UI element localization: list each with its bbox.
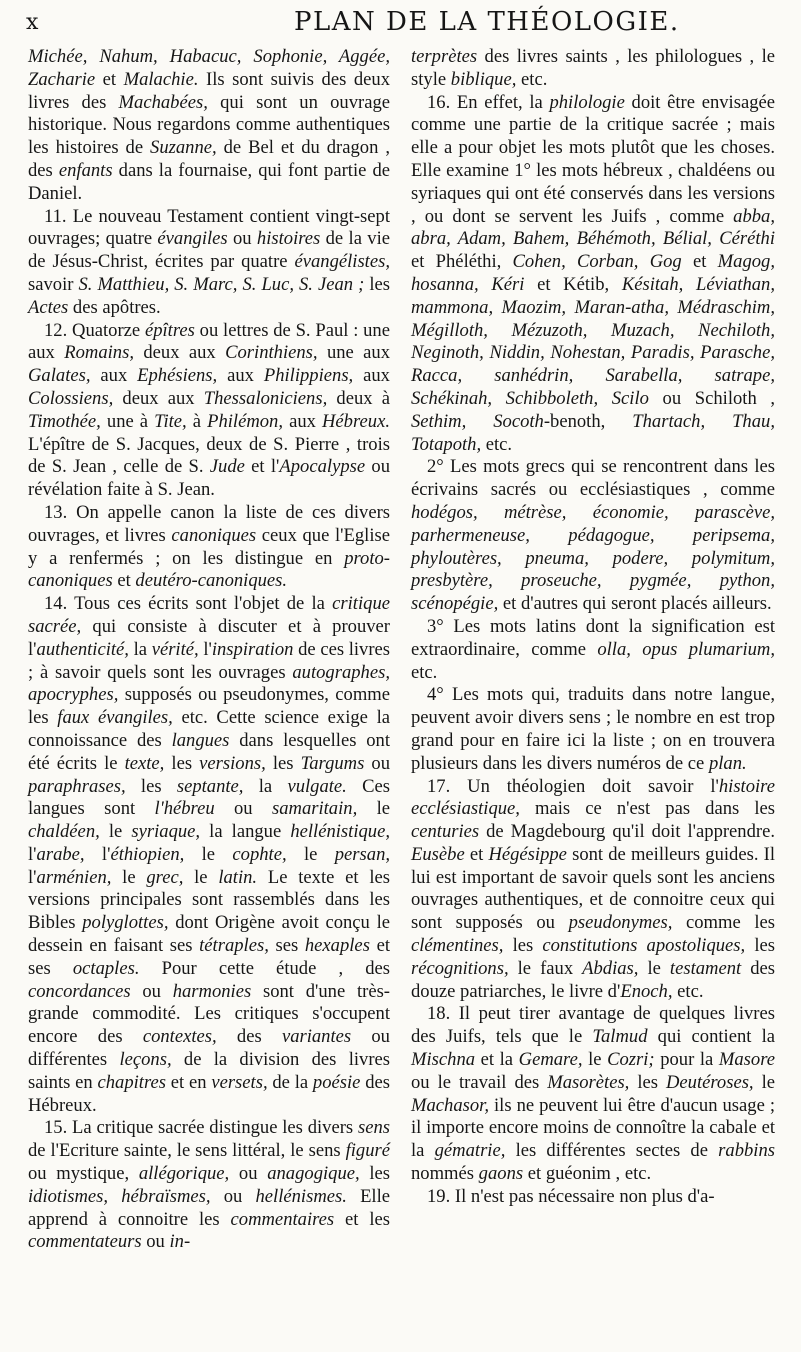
- text-run: ou mystique,: [28, 1163, 139, 1185]
- text-run: les: [364, 273, 390, 295]
- text-run: mais ce n'est pas dans les: [519, 798, 775, 820]
- text-run: qui consiste à discuter et à prouver l': [28, 615, 390, 660]
- italic-term: terprètes: [411, 46, 478, 67]
- italic-term: Timothée,: [28, 410, 101, 432]
- right-column: [411, 46, 775, 1209]
- italic-term: chapitres: [97, 1071, 166, 1093]
- italic-term: commentaires: [230, 1208, 335, 1230]
- italic-term: Gemare,: [518, 1049, 583, 1071]
- paragraph: [28, 320, 390, 502]
- text-run: et Kétib,: [524, 273, 622, 295]
- text-run: Elle apprend à connoitre les: [28, 1185, 391, 1230]
- text-run: et Phéléthi,: [411, 251, 513, 273]
- italic-term: éthiopien,: [110, 843, 185, 865]
- text-run: de la division des livres saints en: [28, 1049, 391, 1093]
- text-run: des livres saints , les philologues , le style: [411, 46, 775, 90]
- text-run: les: [265, 752, 301, 774]
- text-run: deux à: [327, 387, 390, 409]
- text-run: ou: [229, 1163, 268, 1185]
- text-run: etc.: [672, 980, 704, 1002]
- paragraph: [411, 776, 775, 1004]
- italic-term: langues: [171, 729, 230, 751]
- italic-term: cophte,: [232, 843, 287, 865]
- text-run: ou: [364, 752, 390, 774]
- text-run: Ces langues sont: [28, 775, 390, 820]
- italic-term: vulgate.: [287, 775, 347, 797]
- italic-term: centuries: [411, 821, 480, 843]
- text-run: et: [681, 251, 718, 273]
- italic-term: Talmud: [592, 1026, 648, 1048]
- italic-term: Malachie.: [123, 68, 199, 90]
- text-run: ou: [214, 798, 272, 820]
- italic-term: Thessaloniciens,: [203, 387, 328, 409]
- italic-term: Michée, Nahum, Habacuc, Sophonie, Aggée, Zacharie: [28, 46, 390, 90]
- text-run: des douze patriarches, le livre d': [411, 957, 775, 1002]
- text-run: 13. On appelle canon la liste de ces divers ouvrages, et livres: [28, 501, 390, 546]
- italic-term: persan,: [334, 843, 391, 865]
- italic-term: Mischna: [411, 1049, 476, 1071]
- paragraph: [28, 593, 390, 1117]
- italic-term: Abdias,: [582, 957, 639, 979]
- text-run: les: [745, 935, 775, 957]
- text-run: ou différentes: [28, 1026, 390, 1071]
- text-run: le: [183, 866, 219, 888]
- text-run: de la: [267, 1071, 313, 1093]
- italic-term: texte,: [124, 752, 165, 774]
- italic-term: épîtres: [144, 319, 195, 341]
- italic-term: constitutions apostoliques,: [542, 935, 746, 957]
- text-run: de Bel et du dragon , des: [28, 137, 390, 181]
- text-run: 16. En effet, la: [427, 91, 550, 113]
- italic-term: Romains,: [64, 342, 134, 364]
- italic-term: Philémon,: [207, 410, 284, 432]
- italic-term: Jude: [209, 456, 245, 478]
- text-run: L'épître de S. Jacques, deux de S. Pierre , trois de S. Jean , celle de S.: [28, 433, 390, 478]
- italic-term: tétraples,: [199, 935, 269, 957]
- italic-term: leçons,: [119, 1049, 172, 1071]
- italic-term: idiotismes, hébraïsmes,: [28, 1185, 211, 1207]
- text-run: le: [638, 957, 670, 979]
- italic-term: Ephésiens,: [137, 365, 218, 387]
- italic-term: harmonies: [172, 980, 252, 1002]
- page-header: [26, 4, 786, 42]
- text-run: savoir: [28, 273, 79, 295]
- text-run: ou le travail des: [411, 1071, 548, 1093]
- italic-term: concordances: [28, 980, 131, 1002]
- italic-term: Colossiens,: [28, 387, 114, 409]
- text-run: et ses: [28, 935, 390, 979]
- italic-term: hellénismes.: [255, 1185, 347, 1207]
- text-run: et en: [165, 1071, 212, 1093]
- text-run: la: [128, 638, 152, 660]
- text-run: ils ne peuvent lui être d'aucun usage ; il importe encore moins de connoître la cabale et la: [411, 1094, 775, 1162]
- italic-term: grec,: [146, 866, 184, 888]
- italic-term: autographes, apocryphes,: [28, 661, 390, 706]
- italic-term: Masore: [718, 1049, 775, 1071]
- italic-term: S. Matthieu, S. Marc, S. Luc, S. Jean ;: [78, 273, 365, 295]
- italic-term: arabe,: [36, 843, 85, 865]
- italic-term: sens: [357, 1117, 390, 1139]
- text-run: les différentes sectes de: [505, 1140, 719, 1162]
- text-run: et guéonim , etc.: [523, 1163, 652, 1185]
- text-run: et les: [334, 1208, 390, 1230]
- italic-term: Tite,: [154, 410, 187, 432]
- italic-term: histoire ecclésiastique,: [411, 775, 775, 820]
- paragraph: [411, 1186, 775, 1209]
- italic-term: pseudonymes,: [568, 912, 673, 934]
- paragraph: [28, 206, 390, 320]
- italic-term: samaritain,: [271, 798, 358, 820]
- italic-term: rabbins: [718, 1140, 775, 1162]
- text-run: ses: [268, 935, 305, 957]
- italic-term: commentateurs: [28, 1231, 142, 1253]
- text-run: des apôtres.: [68, 296, 161, 318]
- text-run: doit être envisagée comme une partie de la critique sacrée ; mais elle a pour objet les mots plutôt que les choses. Elle examine 1° les mots hébreux , chaldéens ou syriaques qui ont été conservés dans les versions , ou dont se servent les Juifs , comme: [411, 91, 775, 227]
- text-run: et: [95, 68, 124, 90]
- italic-term: versions,: [199, 752, 266, 774]
- text-run: une à: [100, 410, 155, 432]
- text-run: ou: [141, 1231, 170, 1253]
- text-run: ceux que l'Eglise y a renfermés ; on les distingue en: [28, 524, 390, 569]
- italic-term: figuré: [345, 1140, 390, 1162]
- italic-term: gématrie,: [434, 1140, 506, 1162]
- text-run: comme les: [672, 912, 776, 934]
- text-run: de Magdebourg qu'il doit l'apprendre.: [479, 821, 775, 843]
- italic-term: allégorique,: [138, 1163, 230, 1185]
- text-run: 15. La critique sacrée distingue les divers: [44, 1117, 358, 1139]
- text-run: de la vie de Jésus-Christ, écrites par quatre: [28, 228, 390, 273]
- italic-term: philologie: [549, 91, 625, 113]
- italic-term: biblique,: [450, 68, 517, 90]
- text-run: aux: [90, 365, 138, 387]
- italic-term: enfants: [58, 159, 113, 181]
- text-run: l': [28, 843, 37, 865]
- text-run: le: [184, 843, 233, 865]
- text-run: la: [243, 775, 288, 797]
- text-run: ou: [227, 228, 257, 250]
- italic-term: testament: [669, 957, 742, 979]
- italic-term: polyglottes,: [82, 912, 169, 934]
- paragraph: [28, 1117, 390, 1254]
- italic-term: in-: [169, 1231, 191, 1253]
- italic-term: Cohen, Corban, Gog: [512, 251, 682, 273]
- text-run: -benoth,: [543, 410, 633, 432]
- italic-term: Actes: [28, 296, 69, 318]
- text-run: ou révélation faite à S. Jean.: [28, 456, 390, 501]
- italic-term: Cozri;: [607, 1049, 655, 1071]
- italic-term: Késitah, Léviathan, mammona, Maozim, Maran-atha, Médraschim, Mégilloth, Mézuzoth, Muzach, Nechiloth, Neginoth, Niddin, Nohestan, Paradis, Parasche, Racca, sanhédrin, Sarabella, satrape, Schékinah, Schibboleth, Scilo: [411, 273, 775, 409]
- italic-term: Suzanne,: [150, 137, 217, 159]
- italic-term: poésie: [312, 1071, 361, 1093]
- text-run: 4° Les mots qui, traduits dans notre langue, peuvent avoir divers sens ; le nombre en est trop grand pour en faire ici la liste ; on en trouvera plusieurs dans les divers numéros de ce: [411, 684, 775, 774]
- italic-term: arménien,: [36, 866, 112, 888]
- paragraph: [411, 456, 775, 616]
- text-run: le: [111, 866, 147, 888]
- italic-term: Machasor,: [411, 1094, 489, 1116]
- text-run: supposés ou pseudonymes, comme les: [28, 684, 390, 729]
- text-run: 12. Quatorze: [44, 319, 145, 341]
- italic-term: Masorètes,: [547, 1071, 630, 1093]
- text-run: les: [359, 1163, 391, 1185]
- page-folio: x: [26, 10, 40, 35]
- italic-term: hodégos, métrèse, économie, parascève, parhermeneuse, pédagogue, peripsema, phyloutères, pneuma, podere, polymitum, presbytère, proseuche, pygmée, python, scénopégie,: [411, 501, 775, 615]
- text-run: sont d'une très-grande commodité. Les critiques s'occupent encore des: [28, 980, 390, 1048]
- text-run: le: [357, 798, 391, 820]
- paragraph: [411, 616, 775, 684]
- paragraph: [411, 1003, 775, 1185]
- text-run: etc.: [516, 68, 548, 90]
- italic-term: évangiles: [157, 228, 228, 250]
- text-run: les: [629, 1071, 666, 1093]
- text-run: 2° Les mots grecs qui se rencontrent dans les écrivains sacrés ou ecclésiastiques , comme: [411, 456, 775, 501]
- text-run: deux aux: [133, 342, 226, 364]
- text-run: les: [125, 775, 177, 797]
- text-run: 14. Tous ces écrits sont l'objet de la: [44, 593, 333, 615]
- italic-term: Hébreux.: [322, 410, 390, 432]
- text-run: 17. Un théologien doit savoir l': [427, 775, 719, 797]
- italic-term: récognitions,: [411, 957, 509, 979]
- text-run: des Hébreux.: [28, 1071, 391, 1116]
- italic-term: olla, opus plumarium,: [597, 638, 775, 660]
- italic-term: Apocalypse: [279, 456, 366, 478]
- text-run: etc. Cette science exige la connoissance des: [28, 707, 390, 751]
- text-run: et la: [475, 1049, 519, 1071]
- italic-term: évangélistes,: [294, 251, 390, 273]
- italic-term: septante,: [176, 775, 244, 797]
- text-run: l': [198, 638, 212, 660]
- italic-term: paraphrases,: [28, 775, 126, 797]
- text-run: le: [286, 843, 335, 865]
- text-run: nommés: [411, 1163, 479, 1185]
- text-run: ou: [130, 980, 173, 1002]
- italic-term: Corinthiens,: [225, 342, 318, 364]
- italic-term: syriaque,: [131, 821, 201, 843]
- running-title: PLAN DE LA THÉOLOGIE.: [294, 7, 680, 37]
- text-run: dans lesquelles ont été écrits le: [28, 729, 391, 774]
- italic-term: authenticité,: [36, 638, 129, 660]
- italic-term: hexaples: [304, 935, 370, 957]
- text-run: et: [464, 843, 489, 865]
- text-run: et: [112, 570, 136, 592]
- text-run: aux: [283, 410, 322, 432]
- italic-term: clémentines,: [411, 935, 504, 957]
- italic-term: contextes,: [142, 1026, 217, 1048]
- italic-term: Machabées,: [118, 91, 208, 113]
- text-run: le: [99, 821, 132, 843]
- text-run: dont Origène avoit conçu le dessein en faisant ses: [28, 912, 390, 957]
- text-run: le: [582, 1049, 608, 1071]
- text-run: ou lettres de S. Paul : une aux: [28, 319, 390, 364]
- text-run: dans la fournaise, qui font partie de Daniel.: [28, 159, 390, 204]
- italic-term: faux évangiles,: [57, 707, 173, 729]
- text-run: des: [216, 1026, 282, 1048]
- text-run: les: [503, 935, 543, 957]
- text-run: deux aux: [113, 387, 204, 409]
- text-run: sont de meilleurs guides. Il lui est important de savoir quels sont les anciens ouvrages authentiques, et de connoitre ceux qui sont supposés ou: [411, 843, 775, 934]
- text-run: 11. Le nouveau Testament contient vingt-sept ouvrages; quatre: [28, 205, 390, 250]
- italic-term: critique sacrée,: [28, 593, 390, 637]
- italic-term: anagogique,: [267, 1163, 360, 1185]
- text-run: le faux: [508, 957, 583, 979]
- text-run: etc.: [481, 433, 513, 455]
- italic-term: variantes: [281, 1026, 352, 1048]
- italic-term: vérité,: [151, 638, 199, 660]
- text-run: etc.: [411, 661, 438, 683]
- italic-term: Deutéroses,: [665, 1071, 754, 1093]
- text-run: et d'autres qui seront placés ailleurs.: [498, 593, 772, 615]
- text-run: Le texte et les versions principales sont rassemblés dans les Bibles: [28, 866, 390, 934]
- left-column: [28, 46, 390, 1254]
- text-run: l': [28, 866, 37, 888]
- paragraph: [411, 46, 775, 92]
- italic-term: l'hébreu: [154, 798, 215, 820]
- italic-term: Philippiens,: [263, 365, 354, 387]
- italic-term: Eusèbe: [411, 843, 465, 865]
- italic-term: Enoch,: [620, 980, 673, 1002]
- text-run: l': [84, 843, 111, 865]
- paragraph: [28, 502, 390, 593]
- italic-term: deutéro-canoniques.: [135, 570, 288, 592]
- italic-term: latin.: [218, 866, 258, 888]
- text-run: ou: [210, 1185, 256, 1207]
- text-run: une aux: [317, 342, 391, 364]
- text-run: Ils sont suivis des deux livres des: [28, 68, 390, 113]
- paragraph: [28, 46, 390, 206]
- italic-term: inspiration: [211, 638, 294, 660]
- text-run: qui sont un ouvrage historique. Nous regardons comme authentiques les histoires de: [28, 91, 390, 159]
- italic-term: hellénistique,: [290, 821, 390, 843]
- italic-term: plan.: [708, 752, 747, 774]
- text-run: 18. Il peut tirer avantage de quelques livres des Juifs, tels que le: [411, 1003, 775, 1048]
- text-run: de l'Ecriture sainte, le sens littéral, le sens: [28, 1140, 346, 1162]
- text-run: ou Schiloth ,: [648, 387, 776, 409]
- text-run: aux: [353, 365, 390, 387]
- text-run: et l': [244, 456, 280, 478]
- text-run: 3° Les mots latins dont la signification est extraordinaire, comme: [411, 615, 775, 660]
- paragraph: [411, 684, 775, 775]
- italic-term: histoires: [256, 228, 321, 250]
- italic-term: Sethim, Socoth: [411, 410, 544, 432]
- text-run: de ces livres ; à savoir quels sont les ouvrages: [28, 638, 391, 683]
- text-run: la langue: [200, 821, 291, 843]
- italic-term: Galates,: [28, 365, 91, 387]
- italic-term: Targums: [300, 752, 365, 774]
- text-run: Pour cette étude , des: [139, 957, 390, 979]
- italic-term: Thartach, Thau, Totapoth,: [411, 410, 775, 455]
- text-run: qui contient la: [647, 1026, 776, 1048]
- text-run: aux: [217, 365, 264, 387]
- italic-term: proto-canoniques: [28, 547, 390, 592]
- italic-term: Hégésippe: [488, 843, 567, 865]
- italic-term: chaldéen,: [28, 821, 100, 843]
- italic-term: Magog, hosanna, Kéri: [411, 251, 775, 295]
- paragraph: [411, 92, 775, 457]
- text-run: les: [164, 752, 200, 774]
- italic-term: abba, abra, Adam, Bahem, Béhémoth, Bélial, Céréthi: [411, 205, 775, 250]
- italic-term: canoniques: [171, 524, 257, 546]
- italic-term: gaons: [478, 1163, 524, 1185]
- italic-term: octaples.: [72, 957, 140, 979]
- text-run: 19. Il n'est pas nécessaire non plus d'a-: [427, 1185, 715, 1207]
- italic-term: versets,: [211, 1071, 268, 1093]
- text-run: pour la: [654, 1049, 719, 1071]
- text-run: à: [186, 410, 208, 432]
- text-run: le: [753, 1071, 775, 1093]
